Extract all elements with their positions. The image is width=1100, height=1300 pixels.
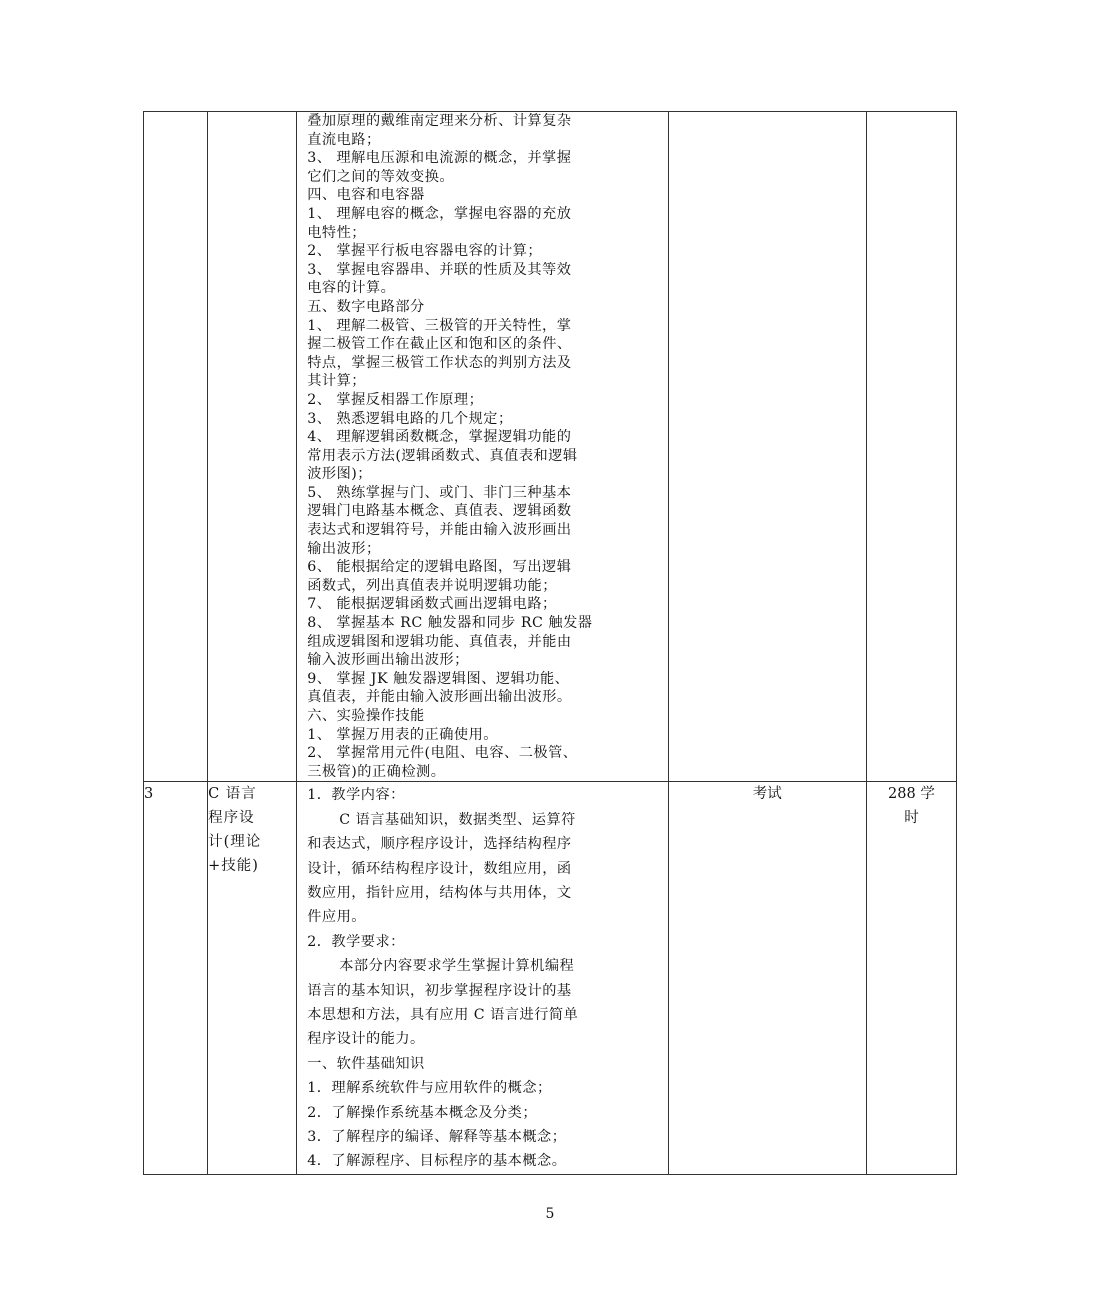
- course-name-line: C 语言: [208, 786, 257, 803]
- content-line: 常用表示方法(逻辑函数式、真值表和逻辑: [307, 447, 578, 464]
- content-line: 2、 掌握平行板电容器电容的计算；: [307, 243, 543, 260]
- content-line: 2、 掌握常用元件(电阻、电容、二极管、: [307, 745, 578, 762]
- number-cell: [144, 112, 208, 782]
- content-line: 3、 理解电压源和电流源的概念，并掌握: [307, 150, 572, 167]
- content-line: 8、 掌握基本 RC 触发器和同步 RC 触发器: [307, 615, 593, 632]
- hours-cell: [866, 782, 956, 1175]
- assessment-cell: [668, 112, 866, 782]
- content-line: 3．了解程序的编译、解释等基本概念；: [307, 1129, 567, 1146]
- content-line: 组成逻辑图和逻辑功能、真值表，并能由: [307, 633, 572, 650]
- hours-line: 时: [904, 810, 919, 827]
- course-name-cell: [208, 782, 297, 1175]
- content-line: 3、 熟悉逻辑电路的几个规定；: [307, 410, 513, 427]
- course-name-line: +技能): [208, 858, 259, 875]
- content-line: 设计，循环结构程序设计，数组应用，函: [307, 860, 572, 877]
- content-line: 一、软件基础知识: [307, 1055, 425, 1072]
- course-name-cell: [208, 112, 297, 782]
- content-line: 2、 掌握反相器工作原理；: [307, 391, 484, 408]
- content-line: 电特性；: [307, 224, 366, 241]
- hours-cell: [866, 112, 956, 782]
- content-line: 特点，掌握三极管工作状态的判别方法及: [307, 354, 572, 371]
- content-line: 3、 掌握电容器串、并联的性质及其等效: [307, 261, 572, 278]
- course-name-line: 计(理论: [208, 834, 262, 851]
- content-line: 波形图)；: [307, 466, 372, 483]
- content-line: 本思想和方法，具有应用 C 语言进行简单: [307, 1007, 579, 1024]
- content-line: C 语言基础知识，数据类型、运算符: [339, 811, 576, 828]
- content-line: 件应用。: [307, 909, 366, 926]
- content-line: 直流电路；: [307, 131, 381, 148]
- number-cell: 3: [144, 782, 208, 1175]
- content-line: 五、数字电路部分: [307, 298, 425, 315]
- content-line: 4．了解源程序、目标程序的基本概念。: [307, 1153, 567, 1170]
- content-line: 2．教学要求：: [307, 933, 405, 950]
- content-text: [297, 782, 667, 1174]
- content-line: 4、 理解逻辑函数概念，掌握逻辑功能的: [307, 429, 572, 446]
- content-line: 叠加原理的戴维南定理来分析、计算复杂: [307, 113, 572, 129]
- content-cell: [297, 112, 668, 782]
- content-line: 2．了解操作系统基本概念及分类；: [307, 1104, 538, 1121]
- content-line: 1、 理解二极管、三极管的开关特性，掌: [307, 317, 572, 334]
- page-number: 5: [545, 1206, 555, 1222]
- content-line: 握二极管工作在截止区和饱和区的条件、: [307, 336, 572, 353]
- content-line: 四、电容和电容器: [307, 187, 425, 204]
- content-line: 它们之间的等效变换。: [307, 168, 455, 185]
- content-line: 1．理解系统软件与应用软件的概念；: [307, 1080, 552, 1097]
- content-line: 电容的计算。: [307, 280, 396, 297]
- content-line: 数应用，指针应用，结构体与共用体，文: [307, 885, 572, 901]
- content-line: 和表达式，顺序程序设计，选择结构程序: [307, 836, 572, 853]
- content-cell: [297, 782, 668, 1175]
- content-line: 6、 能根据给定的逻辑电路图，写出逻辑: [307, 559, 572, 576]
- content-line: 函数式，列出真值表并说明逻辑功能；: [307, 577, 557, 594]
- table-row: [144, 112, 957, 782]
- content-line: 1．教学内容：: [307, 787, 405, 804]
- content-line: 9、 掌握 JK 触发器逻辑图、逻辑功能、: [307, 670, 570, 687]
- content-line: 7、 能根据逻辑函数式画出逻辑电路；: [307, 596, 557, 613]
- content-line: 1、 理解电容的概念，掌握电容器的充放: [307, 205, 572, 222]
- content-line: 其计算；: [307, 373, 366, 390]
- content-line: 逻辑门电路基本概念、真值表、逻辑函数: [307, 503, 572, 520]
- content-line: 5、 熟练掌握与门、或门、非门三种基本: [307, 484, 572, 501]
- content-line: 六、实验操作技能: [307, 708, 425, 724]
- content-line: 输入波形画出输出波形；: [307, 652, 469, 669]
- hours-line: 288 学: [888, 786, 935, 803]
- content-line: 真值表，并能由输入波形画出输出波形。: [307, 689, 572, 706]
- content-text: [297, 112, 667, 781]
- course-name-line: 程序设: [208, 810, 255, 827]
- content-line: 语言的基本知识，初步掌握程序设计的基: [307, 982, 572, 999]
- content-line: 本部分内容要求学生掌握计算机编程: [339, 958, 575, 975]
- table-row: [144, 782, 957, 1175]
- assessment-cell: 考试: [668, 782, 866, 1175]
- content-line: 程序设计的能力。: [307, 1031, 425, 1048]
- content-line: 三极管)的正确检测。: [307, 763, 446, 780]
- content-line: 1、 掌握万用表的正确使用。: [307, 726, 498, 743]
- content-line: 输出波形；: [307, 540, 381, 557]
- course-table: [143, 111, 957, 1175]
- content-line: 表达式和逻辑符号，并能由输入波形画出: [307, 522, 572, 539]
